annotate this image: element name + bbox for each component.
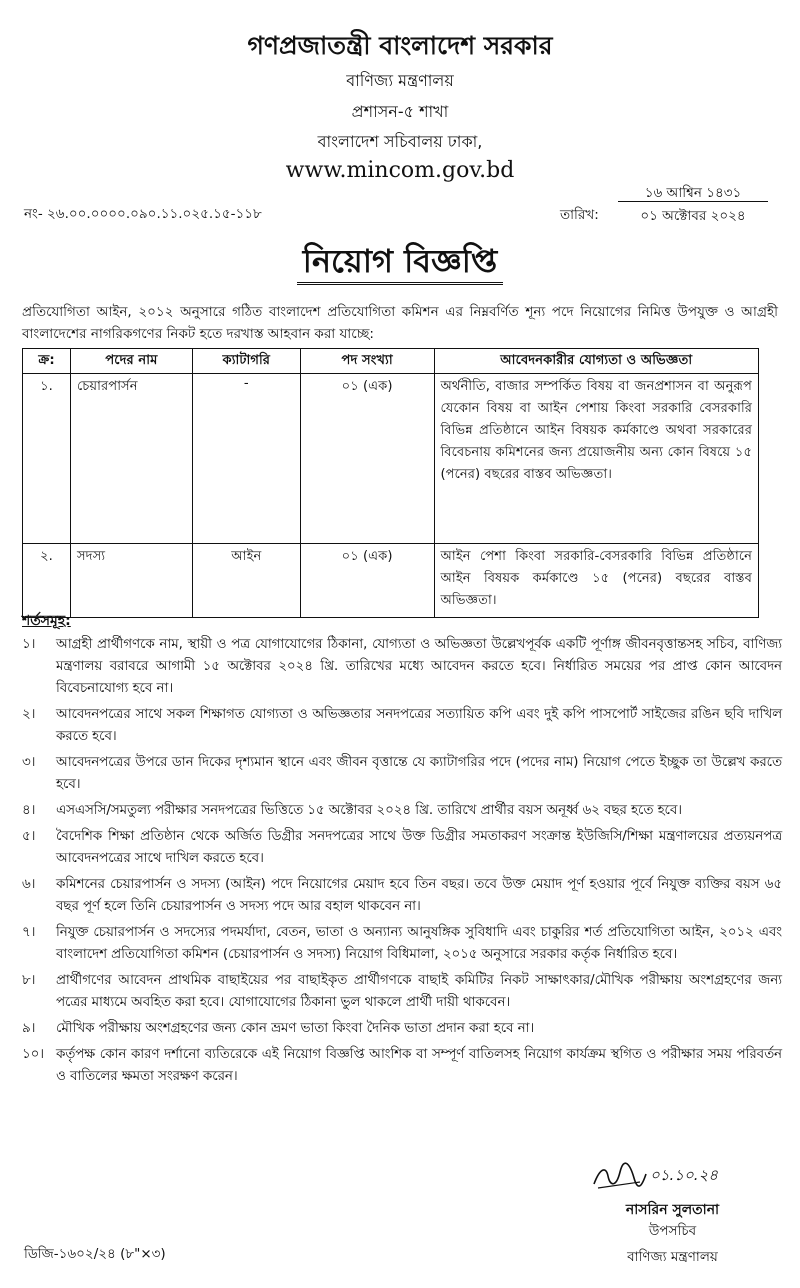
condition-text: আবেদনপত্রের সাথে সকল শিক্ষাগত যোগ্যতা ও অভিজ্ঞতার সনদপত্রের সত্যায়িত কপি এবং দুই কপি পাসপোর্ট সাইজের রঙিন ছবি দাখিল করতে হবে। xyxy=(56,707,782,744)
cell-qualification: আইন পেশা কিংবা সরকারি-বেসরকারি বিভিন্ন প্রতিষ্ঠানে আইন বিষয়ক কর্মকাণ্ডে ১৫ (পনের) বছরের বাস্তব অভিজ্ঞতা। xyxy=(434,544,759,618)
condition-text: মৌখিক পরীক্ষায় অংশগ্রহণের জন্য কোন ভ্রমণ ভাতা কিংবা দৈনিক ভাতা প্রদান করা হবে না। xyxy=(56,1021,535,1036)
date-gregorian: ০১ অক্টোবর ২০২৪ xyxy=(640,208,746,224)
list-item xyxy=(22,922,782,966)
cell-serial: ২. xyxy=(23,544,71,618)
signer-office: বাণিজ্য মন্ত্রণালয় xyxy=(627,1249,718,1265)
condition-text: নিযুক্ত চেয়ারপার্সন ও সদস্যের পদমর্যাদা, বেতন, ভাতা ও অন্যান্য আনুষঙ্গিক সুবিধাদি এবং চাকুরির শর্ত প্রতিযোগিতা আইন, ২০১২ এবং বাংলাদেশ প্রতিযোগিতা কমিশন (চেয়ারপার্সন ও সদস্য) নিয়োগ বিধিমালা, ২০১৫ অনুসারে সরকার কর্তৃক নির্ধারিত হবে। xyxy=(56,925,782,962)
cell-post-name: চেয়ারপার্সন xyxy=(70,374,192,544)
condition-number: ১০। xyxy=(22,1047,45,1062)
cell-serial: ১. xyxy=(23,374,71,544)
notice-title xyxy=(0,236,800,290)
memo-number: নং- ২৬.০০.০০০০.০৯০.১১.০২৫.১৫-১১৮ xyxy=(24,206,262,222)
footer-code: ডিজি-১৬০২/২৪ (৮"×৩) xyxy=(24,1246,166,1262)
header-post-name: পদের নাম xyxy=(70,349,192,374)
date-label: তারিখ: xyxy=(560,207,599,223)
condition-number: ৫। xyxy=(22,829,36,844)
list-item xyxy=(22,634,782,700)
condition-number: ২। xyxy=(22,707,36,722)
table-header-row xyxy=(23,349,759,374)
notice-title-text: নিয়োগ বিজ্ঞপ্তি xyxy=(297,242,503,285)
list-item xyxy=(22,800,782,822)
list-item xyxy=(22,1044,782,1088)
condition-number: ৭। xyxy=(22,925,36,940)
cell-post-count: ০১ (এক) xyxy=(300,544,434,618)
table-row xyxy=(23,374,759,544)
list-item xyxy=(22,1018,782,1040)
condition-text: আবেদনপত্রের উপরে ডান দিকের দৃশ্যমান স্থানে এবং জীবন বৃত্তান্তে যে ক্যাটাগরির পদে (পদের নাম) নিয়োগ পেতে ইচ্ছুক তা উল্লেখ করতে হবে। xyxy=(56,755,782,792)
vacancy-table xyxy=(22,348,759,618)
list-item xyxy=(22,752,782,796)
condition-text: প্রার্থীগণের আবেদন প্রাথমিক বাছাইয়ের পর বাছাইকৃত প্রার্থীগণকে বাছাই কমিটির নিকট সাক্ষাৎকার/মৌখিক পরীক্ষায় অংশগ্রহণের জন্য পত্রের মাধ্যমে অবহিত করা হবে। যোগাযোগের ঠিকানা ভুল থাকলে প্রার্থী দায়ী থাকবেন। xyxy=(56,973,782,1010)
condition-text: বৈদেশিক শিক্ষা প্রতিষ্ঠান থেকে অর্জিত ডিগ্রীর সনদপত্রের সাথে উক্ত ডিগ্রীর সমতাকরণ সংক্রান্ত ইউজিসি/শিক্ষা মন্ত্রণালয়ের প্রত্যয়নপত্র আবেদনপত্রের সাথে দাখিল করতে হবে। xyxy=(56,829,782,866)
condition-number: ১। xyxy=(22,637,36,652)
branch-name: প্রশাসন-৫ শাখা xyxy=(351,102,449,121)
date-block xyxy=(560,180,780,224)
table-row xyxy=(23,544,759,618)
condition-text: এসএসসি/সমতুল্য পরীক্ষার সনদপত্রের ভিত্তিতে ১৫ অক্টোবর ২০২৪ খ্রি. তারিখে প্রার্থীর বয়স অনূর্ধ্ব ৬২ বছর হতে হবে। xyxy=(56,803,683,818)
cell-post-name: সদস্য xyxy=(70,544,192,618)
header-serial: ক্র: xyxy=(23,349,71,374)
cell-post-count: ০১ (এক) xyxy=(300,374,434,544)
list-item xyxy=(22,874,782,918)
condition-number: ৬। xyxy=(22,877,36,892)
header-category: ক্যাটাগরি xyxy=(192,349,300,374)
signature-icon xyxy=(590,1158,650,1194)
condition-text: কর্তৃপক্ষ কোন কারণ দর্শানো ব্যতিরেকে এই নিয়োগ বিজ্ঞপ্তি আংশিক বা সম্পূর্ণ বাতিলসহ নিয়োগ কার্যক্রম স্থগিত ও পরীক্ষার সময় পরিবর্তন ও বাতিলের ক্ষমতা সংরক্ষণ করেন। xyxy=(56,1047,782,1084)
list-item xyxy=(22,704,782,748)
intro-paragraph: প্রতিযোগিতা আইন, ২০১২ অনুসারে গঠিত বাংলাদেশ প্রতিযোগিতা কমিশন এর নিম্নবর্ণিত শূন্য পদে নিয়োগের নিমিত্ত উপযুক্ত ও আগ্রহী বাংলাদেশের নাগরিকগণের নিকট হতে দরখাস্ত আহবান করা যাচ্ছে: xyxy=(22,304,778,342)
list-item xyxy=(22,970,782,1014)
header-post-count: পদ সংখ্যা xyxy=(300,349,434,374)
date-divider xyxy=(618,201,768,202)
list-item xyxy=(22,826,782,870)
signature-date: ০১.১০.২৪ xyxy=(650,1166,718,1184)
ministry-name: বাণিজ্য মন্ত্রণালয় xyxy=(346,71,454,90)
website-link[interactable]: www.mincom.gov.bd xyxy=(285,158,515,183)
condition-number: ৮। xyxy=(22,973,36,988)
conditions-list xyxy=(22,634,782,1092)
cell-category: - xyxy=(192,374,300,544)
signer-designation: উপসচিব xyxy=(648,1223,697,1239)
cell-category: আইন xyxy=(192,544,300,618)
cell-qualification: অর্থনীতি, বাজার সম্পর্কিত বিষয় বা জনপ্রশাসন বা অনুরূপ যেকোন বিষয় বা আইন পেশায় কিংবা সরকারি বেসরকারি বিভিন্ন প্রতিষ্ঠানে আইন বিষয়ক কর্মকাণ্ডে অথবা সরকারের বিবেচনায় কমিশনের জন্য প্রয়োজনীয় অন্য কোন বিষয়ে ১৫ (পনের) বছরের বাস্তব অভিজ্ঞতা। xyxy=(434,374,759,544)
condition-number: ৩। xyxy=(22,755,36,770)
date-bangla: ১৬ আশ্বিন ১৪৩১ xyxy=(644,185,742,201)
condition-number: ৯। xyxy=(22,1021,36,1036)
condition-text: আগ্রহী প্রার্থীগণকে নাম, স্থায়ী ও পত্র যোগাযোগের ঠিকানা, যোগ্যতা ও অভিজ্ঞতা উল্লেখপূর্বক একটি পূর্ণাঙ্গ জীবনবৃত্তান্তসহ সচিব, বাণিজ্য মন্ত্রণালয় বরাবরে আগামী ১৫ অক্টোবর ২০২৪ খ্রি. তারিখের মধ্যে আবেদন করতে হবে। নির্ধারিত সময়ের পর প্রাপ্ত কোন আবেদন বিবেচনাযোগ্য হবে না। xyxy=(56,637,782,696)
government-title: গণপ্রজাতন্ত্রী বাংলাদেশ সরকার xyxy=(247,31,553,60)
condition-number: ৪। xyxy=(22,803,36,818)
condition-text: কমিশনের চেয়ারপার্সন ও সদস্য (আইন) পদে নিয়োগের মেয়াদ হবে তিন বছর। তবে উক্ত মেয়াদ পূর্ণ হওয়ার পূর্বে নিযুক্ত ব্যক্তির বয়স ৬৫ বছর পূর্ণ হলে তিনি চেয়ারপার্সন ও সদস্য পদে আর বহাল থাকবেন না। xyxy=(56,877,782,914)
office-address: বাংলাদেশ সচিবালয় ঢাকা, xyxy=(317,132,483,151)
conditions-heading: শর্তসমূহ: xyxy=(22,613,71,629)
signature-block xyxy=(590,1158,770,1198)
signer-name: নাসরিন সুলতানা xyxy=(625,1202,720,1218)
header-qualification: আবেদনকারীর যোগ্যতা ও অভিজ্ঞতা xyxy=(434,349,759,374)
